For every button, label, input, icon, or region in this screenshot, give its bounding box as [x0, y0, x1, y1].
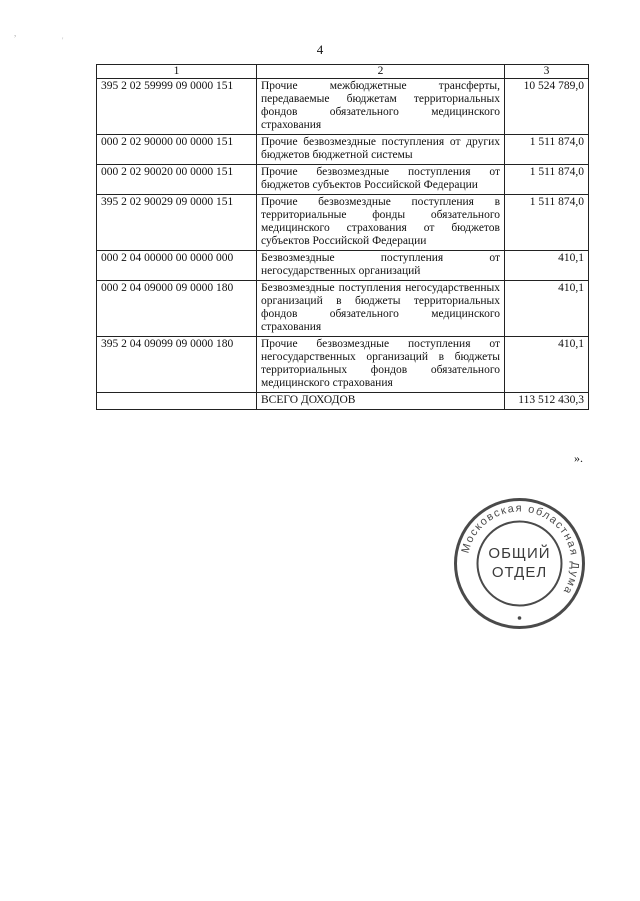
- stamp-star-dot: [518, 616, 522, 620]
- stamp-ring-text: Московская областная Дума: [459, 502, 581, 597]
- table-row: [97, 135, 589, 165]
- row-amount: 410,1: [505, 281, 589, 337]
- row-amount: 10 524 789,0: [505, 79, 589, 135]
- table-row: [97, 165, 589, 195]
- row-description: Безвозмездные поступления негосударственных организаций в бюджеты территориальных фондов обязательного медицинского страхования: [257, 281, 505, 337]
- row-amount: 410,1: [505, 251, 589, 281]
- total-code: [97, 393, 257, 410]
- row-amount: 410,1: [505, 337, 589, 393]
- row-amount: 1 511 874,0: [505, 165, 589, 195]
- revenue-table: [96, 64, 589, 410]
- table-header-row: [97, 65, 589, 79]
- table-row: [97, 337, 589, 393]
- table-row: [97, 251, 589, 281]
- table-row: [97, 281, 589, 337]
- row-code: 000 2 02 90000 00 0000 151: [97, 135, 257, 165]
- table-row: [97, 79, 589, 135]
- page-number: 4: [316, 42, 324, 57]
- row-code: 395 2 04 09099 09 0000 180: [97, 337, 257, 393]
- row-description: Прочие межбюджетные трансферты, передаваемые бюджетам территориальных фондов обязательного медицинского страхования: [257, 79, 505, 135]
- row-description: Прочие безвозмездные поступления в территориальные фонды обязательного медицинского страхования от бюджетов субъектов Российской Федерации: [257, 195, 505, 251]
- total-row: [97, 393, 589, 410]
- total-amount: 113 512 430,3: [505, 393, 589, 410]
- row-amount: 1 511 874,0: [505, 195, 589, 251]
- closing-quote-mark: ».: [574, 451, 583, 465]
- stamp-line-2: ОТДЕЛ: [491, 564, 548, 581]
- edge-mark-1: ,: [14, 28, 17, 38]
- row-code: 000 2 04 09000 09 0000 180: [97, 281, 257, 337]
- header-col-3: 3: [505, 65, 589, 79]
- total-label: ВСЕГО ДОХОДОВ: [257, 393, 505, 410]
- edge-mark-2: ': [62, 36, 64, 45]
- row-code: 395 2 02 59999 09 0000 151: [97, 79, 257, 135]
- row-description: Прочие безвозмездные поступления от бюджетов субъектов Российской Федерации: [257, 165, 505, 195]
- row-code: 000 2 04 00000 00 0000 000: [97, 251, 257, 281]
- header-col-1: 1: [97, 65, 257, 79]
- table-row: [97, 195, 589, 251]
- row-code: 000 2 02 90020 00 0000 151: [97, 165, 257, 195]
- row-description: Безвозмездные поступления от негосударственных организаций: [257, 251, 505, 281]
- row-description: Прочие безвозмездные поступления от негосударственных организаций в бюджеты территориальных фондов обязательного медицинского страхования: [257, 337, 505, 393]
- row-description: Прочие безвозмездные поступления от других бюджетов бюджетной системы: [257, 135, 505, 165]
- stamp-line-1: ОБЩИЙ: [488, 545, 551, 562]
- stamp-seal: [452, 496, 587, 631]
- header-col-2: 2: [257, 65, 505, 79]
- row-amount: 1 511 874,0: [505, 135, 589, 165]
- row-code: 395 2 02 90029 09 0000 151: [97, 195, 257, 251]
